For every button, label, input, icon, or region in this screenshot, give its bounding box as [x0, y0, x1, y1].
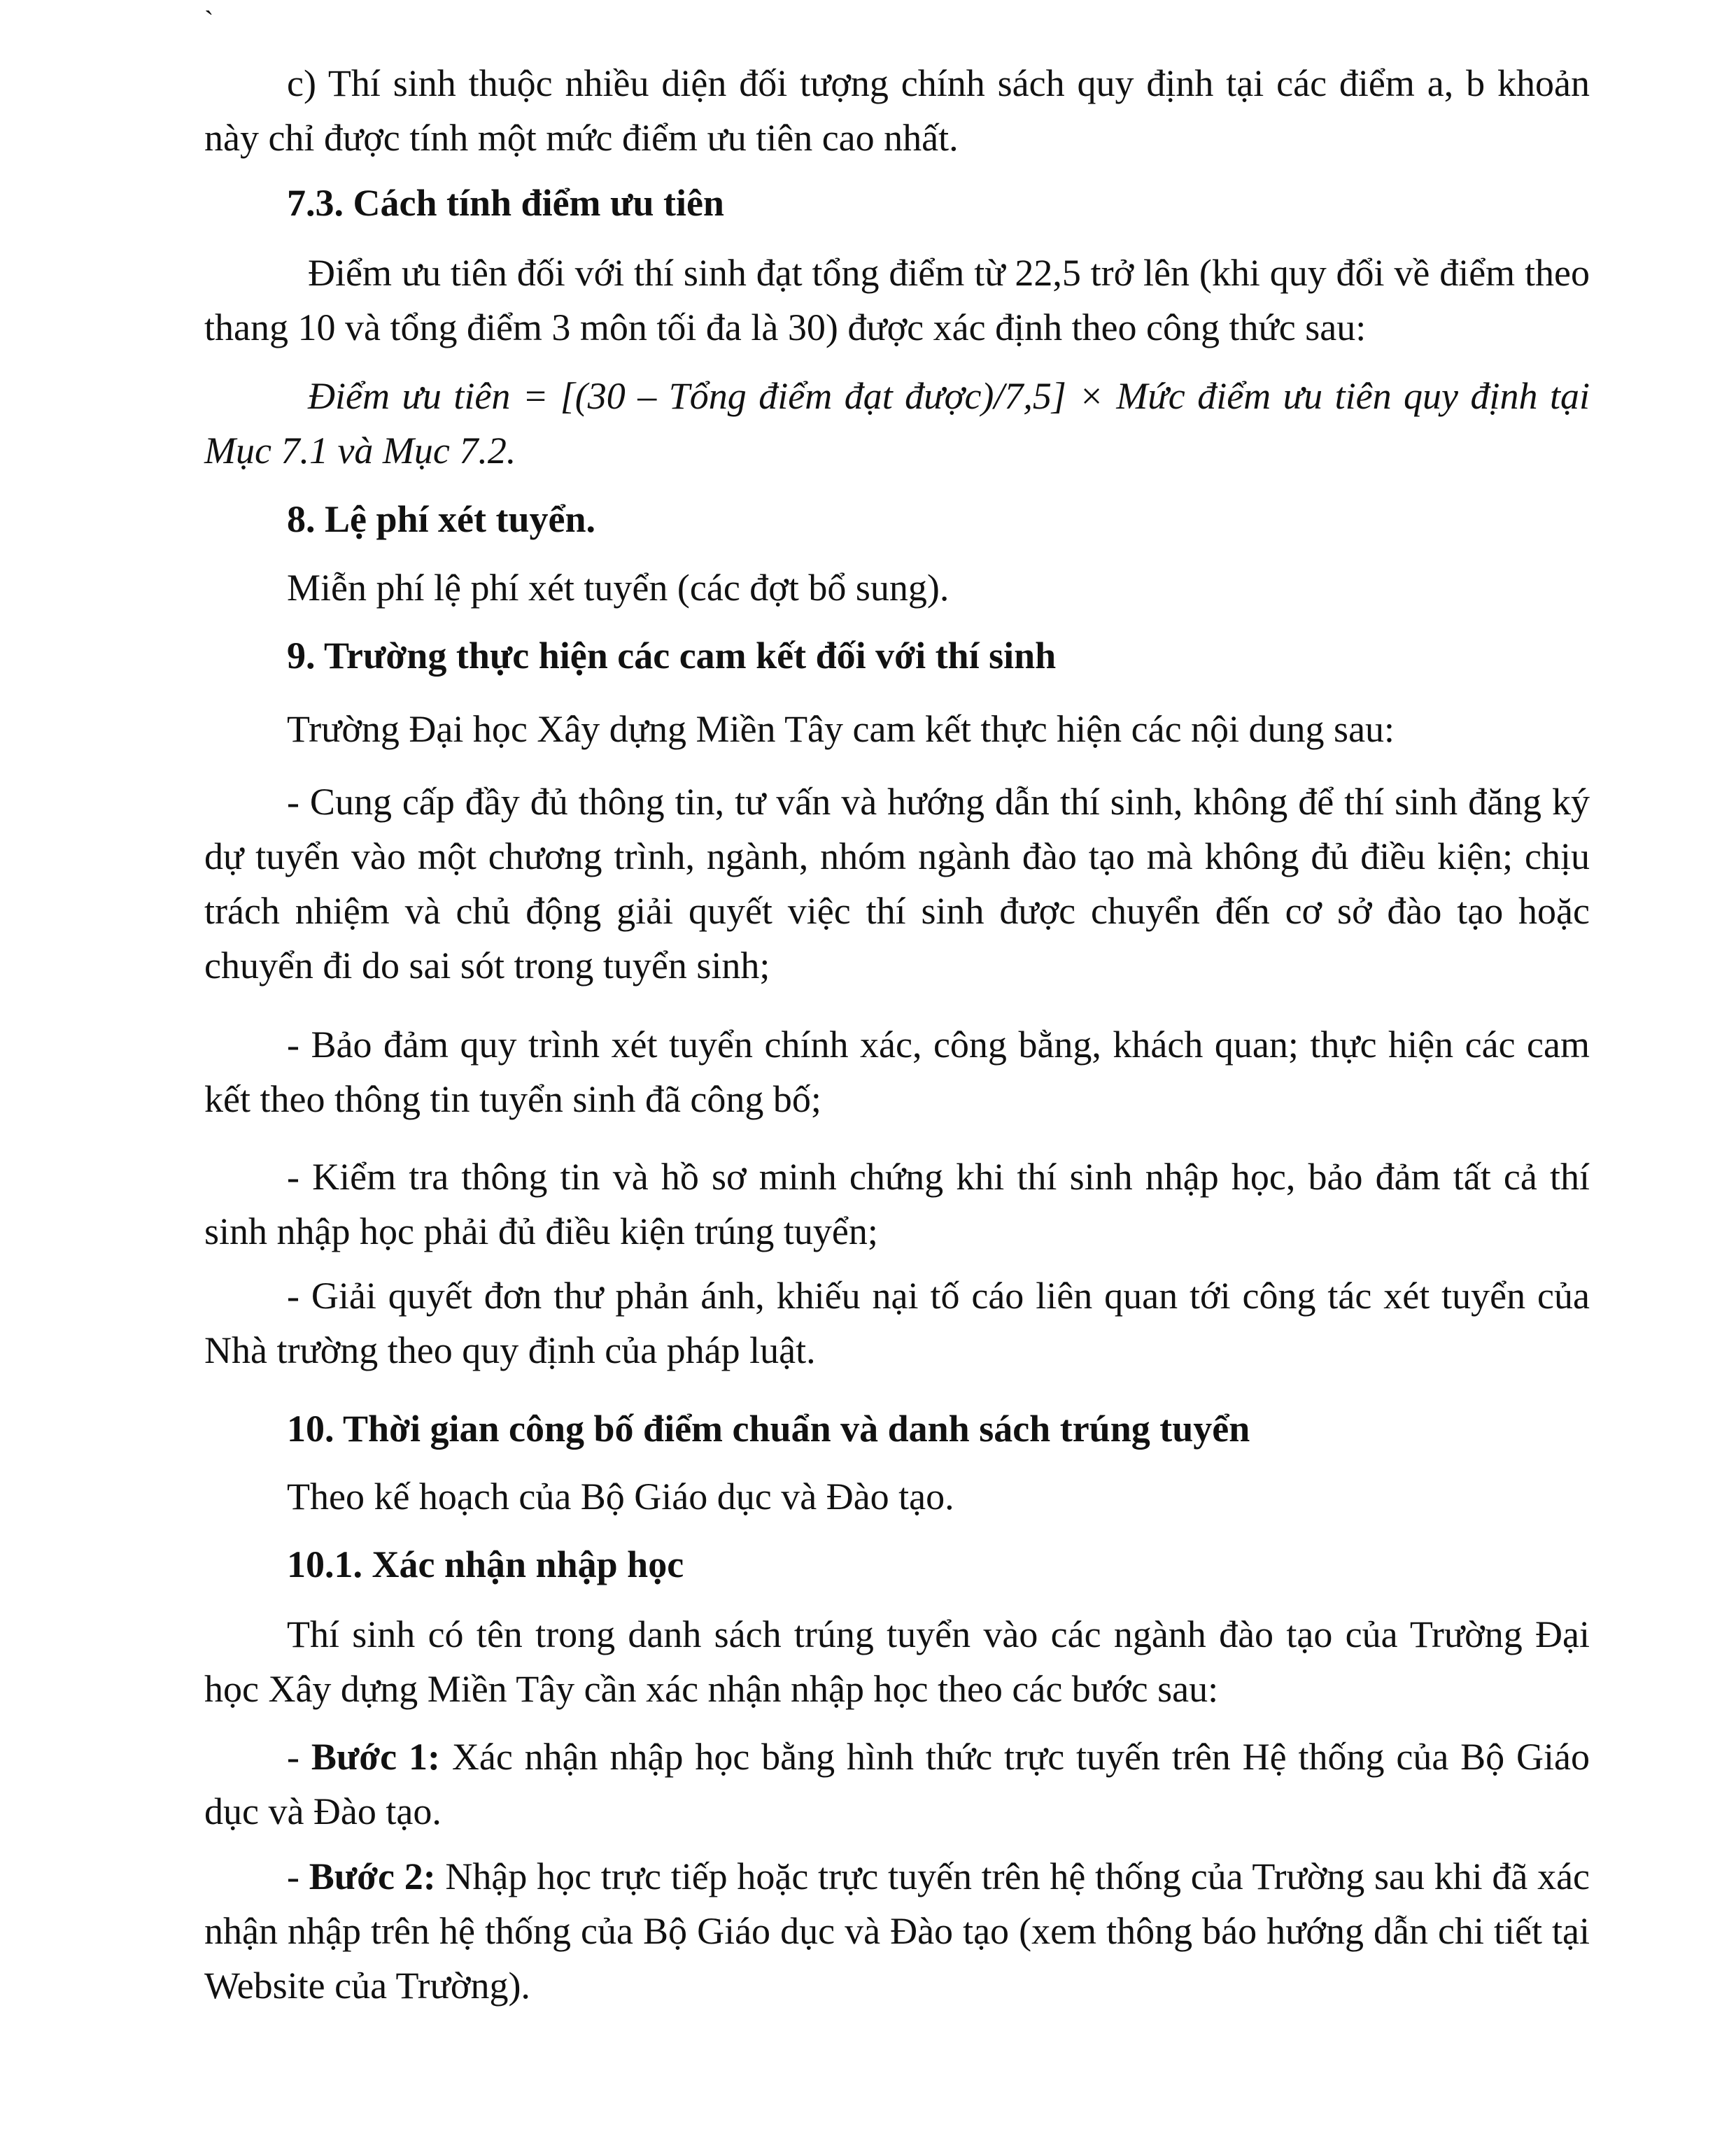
step-2	[204, 1849, 1590, 2013]
step-1-text: Xác nhận nhập học bằng hình thức trực tuyến trên Hệ thống của Bộ Giáo dục và Đào tạo.	[204, 1736, 1590, 1832]
commitment-item-2: - Bảo đảm quy trình xét tuyển chính xác, công bằng, khách quan; thực hiện các cam kết theo thông tin tuyển sinh đã công bố;	[204, 1024, 1590, 1120]
paragraph-8: Miễn phí lệ phí xét tuyển (các đợt bổ sung).	[287, 567, 950, 609]
step-1-dash: -	[287, 1736, 311, 1778]
step-2-dash: -	[287, 1855, 309, 1897]
heading-7-3: 7.3. Cách tính điểm ưu tiên	[287, 182, 724, 224]
paragraph-10-1: Thí sinh có tên trong danh sách trúng tuyển vào các ngành đào tạo của Trường Đại học Xây dựng Miền Tây cần xác nhận nhập học theo các bước sau:	[204, 1613, 1590, 1710]
step-2-label: Bước 2:	[309, 1855, 436, 1897]
heading-10-1: 10.1. Xác nhận nhập học	[287, 1543, 684, 1585]
priority-formula: Điểm ưu tiên = [(30 – Tổng điểm đạt được)/7,5] × Mức điểm ưu tiên quy định tại Mục 7.1 và Mục 7.2.	[204, 375, 1590, 472]
heading-10: 10. Thời gian công bố điểm chuẩn và danh sách trúng tuyển	[287, 1408, 1250, 1450]
paragraph-9-intro: Trường Đại học Xây dựng Miền Tây cam kết thực hiện các nội dung sau:	[287, 708, 1395, 750]
commitment-item-3: - Kiểm tra thông tin và hồ sơ minh chứng khi thí sinh nhập học, bảo đảm tất cả thí sinh nhập học phải đủ điều kiện trúng tuyển;	[204, 1156, 1590, 1252]
step-2-text: Nhập học trực tiếp hoặc trực tuyến trên hệ thống của Trường sau khi đã xác nhận nhập trên hệ thống của Bộ Giáo dục và Đào tạo (xem thông báo hướng dẫn chi tiết tại Website của Trường).	[204, 1855, 1590, 2007]
heading-8: 8. Lệ phí xét tuyển.	[287, 498, 596, 540]
paragraph-7-3: Điểm ưu tiên đối với thí sinh đạt tổng điểm từ 22,5 trở lên (khi quy đổi về điểm theo thang 10 và tổng điểm 3 môn tối đa là 30) được xác định theo công thức sau:	[204, 252, 1590, 348]
heading-9: 9. Trường thực hiện các cam kết đối với thí sinh	[287, 635, 1057, 677]
paragraph-c: c) Thí sinh thuộc nhiều diện đối tượng chính sách quy định tại các điểm a, b khoản này chỉ được tính một mức điểm ưu tiên cao nhất.	[204, 62, 1590, 159]
paragraph-10: Theo kế hoạch của Bộ Giáo dục và Đào tạo.	[287, 1476, 954, 1518]
commitment-item-1: - Cung cấp đầy đủ thông tin, tư vấn và hướng dẫn thí sinh, không để thí sinh đăng ký dự tuyển vào một chương trình, ngành, nhóm ngành đào tạo mà không đủ điều kiện; chịu trách nhiệm và chủ động giải quyết việc thí sinh được chuyển đến cơ sở đào tạo hoặc chuyển đi do sai sót trong tuyển sinh;	[204, 781, 1590, 986]
commitment-item-4: - Giải quyết đơn thư phản ánh, khiếu nại tố cáo liên quan tới công tác xét tuyển của Nhà trường theo quy định của pháp luật.	[204, 1275, 1590, 1371]
step-1	[204, 1730, 1590, 1839]
stray-mark: `	[204, 5, 214, 36]
step-1-label: Bước 1:	[311, 1736, 440, 1778]
